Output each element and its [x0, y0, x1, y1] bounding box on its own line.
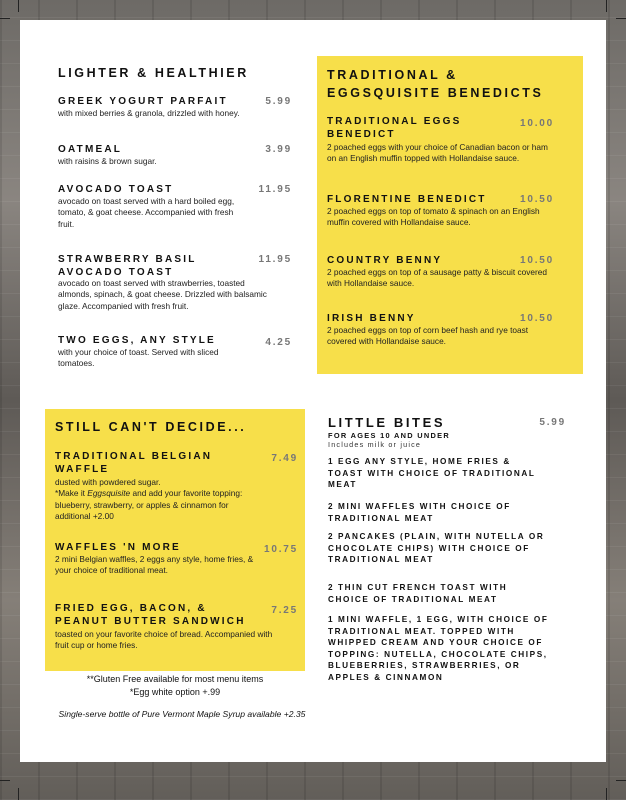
menu-item-price: 10.50 [519, 194, 554, 205]
desc-text: *Make it [55, 488, 88, 499]
menu-item-desc: with mixed berries & granola, drizzled with honey. [58, 108, 240, 118]
still-heading: STILL CAN'T DECIDE... [55, 420, 247, 434]
little-bites-price: 5.99 [539, 417, 566, 428]
little-bites-includes: Includes milk or juice [328, 440, 422, 449]
benedicts-heading: TRADITIONAL & EGGSQUISITE BENEDICTS [327, 68, 544, 100]
menu-item-desc: toasted on your favorite choice of bread. Accompanied with fruit cup or home fries. [55, 629, 273, 651]
kids-item: 2 MINI WAFFLES WITH CHOICE OF TRADITIONAL MEAT [328, 502, 511, 523]
menu-item-name: GREEK YOGURT PARFAIT [58, 96, 228, 107]
desc-text: and add your favorite topping: blueberry, strawberry, or apples & cinnamon for additional +2.00 [55, 488, 243, 521]
desc-emphasis: Eggsquisite [87, 488, 131, 499]
kids-item: 2 PANCAKES (PLAIN, WITH NUTELLA OR CHOCOLATE CHIPS) WITH CHOICE OF TRADITIONAL MEAT [328, 532, 545, 564]
little-bites-ages: FOR AGES 10 AND UNDER [328, 431, 451, 440]
egg-white-note: *Egg white option +.99 [129, 687, 221, 697]
menu-item-price: 7.49 [271, 453, 298, 464]
menu-item-name: FRIED EGG, BACON, & PEANUT BUTTER SANDWICH [55, 603, 246, 627]
kids-item: 1 EGG ANY STYLE, HOME FRIES & TOAST WITH CHOICE OF TRADITIONAL MEAT [328, 457, 536, 489]
syrup-note: Single-serve bottle of Pure Vermont Maple Syrup available +2.35 [58, 709, 306, 719]
menu-item-desc: 2 poached eggs on top of corn beef hash and rye toast covered with Hollandaise sauce. [327, 325, 529, 347]
menu-item-price: 10.50 [519, 255, 554, 266]
crop-mark [0, 18, 10, 19]
menu-item-price: 10.50 [519, 313, 554, 324]
kids-item: 1 MINI WAFFLE, 1 EGG, WITH CHOICE OF TRADITIONAL MEAT. TOPPED WITH WHIPPED CREAM AND YOUR CHOICE OF TOPPING: NUTELLA, CHOCOLATE CHIPS, BLUEBERRIES, STRAWBERRIES, OR APPLES & CINNAMON [328, 615, 549, 682]
lighter-heading: LIGHTER & HEALTHIER [58, 66, 249, 80]
kids-item: 2 THIN CUT FRENCH TOAST WITH CHOICE OF TRADITIONAL MEAT [328, 583, 508, 604]
crop-mark [606, 0, 607, 12]
crop-mark [18, 788, 19, 800]
menu-item-desc [55, 477, 265, 522]
menu-item-name: WAFFLES 'N MORE [55, 542, 181, 553]
menu-item-desc: 2 poached eggs on top of tomato & spinach on an English muffin covered with Hollandaise sauce. [327, 206, 540, 228]
gluten-note: **Gluten Free available for most menu items [86, 674, 264, 684]
menu-item-desc: 2 mini Belgian waffles, 2 eggs any style, home fries, & your choice of traditional meat. [55, 554, 254, 576]
menu-item-desc-line: dusted with powdered sugar. [55, 477, 161, 487]
menu-item-price: 7.25 [271, 605, 298, 616]
menu-item-name: FLORENTINE BENEDICT [327, 194, 487, 205]
menu-item-price: 3.99 [265, 144, 292, 155]
menu-item-price: 4.25 [265, 337, 292, 348]
menu-item-name: TWO EGGS, ANY STYLE [58, 335, 216, 346]
menu-item-price: 10.00 [519, 118, 554, 129]
menu-item-desc: with raisins & brown sugar. [58, 156, 157, 166]
menu-item-desc: avocado on toast served with a hard boiled egg, tomato, & goat cheese. Accompanied with fresh fruit. [58, 196, 235, 229]
menu-item-price: 11.95 [258, 254, 292, 265]
menu-item-name: COUNTRY BENNY [327, 255, 443, 266]
menu-item-price: 10.75 [263, 544, 298, 555]
crop-mark [616, 780, 626, 781]
crop-mark [18, 0, 19, 12]
menu-item-price: 11.95 [258, 184, 292, 195]
little-bites-heading: LITTLE BITES [328, 415, 446, 430]
crop-mark [616, 18, 626, 19]
menu-item-name: OATMEAL [58, 144, 123, 155]
menu-item-desc: avocado on toast served with strawberries, toasted almonds, spinach, & goat cheese. Drizzled with balsamic glaze. Accompanied with fresh fruit. [58, 278, 267, 311]
menu-item-name: TRADITIONAL EGGS BENEDICT [327, 116, 462, 140]
menu-item-name: IRISH BENNY [327, 313, 416, 324]
menu-item-name: STRAWBERRY BASIL AVOCADO TOAST [58, 254, 197, 278]
menu-item-desc-line [55, 488, 265, 522]
crop-mark [606, 788, 607, 800]
menu-item-desc: 2 poached eggs with your choice of Canadian bacon or ham on an English muffin topped with Hollandaise sauce. [327, 142, 548, 164]
menu-item-desc: 2 poached eggs on top of a sausage patty & biscuit covered with Hollandaise sauce. [327, 267, 548, 289]
menu-item-desc: with your choice of toast. Served with sliced tomatoes. [58, 347, 219, 369]
menu-item-name: AVOCADO TOAST [58, 184, 174, 195]
menu-item-name: TRADITIONAL BELGIAN WAFFLE [55, 451, 213, 475]
crop-mark [0, 780, 10, 781]
menu-item-price: 5.99 [265, 96, 292, 107]
